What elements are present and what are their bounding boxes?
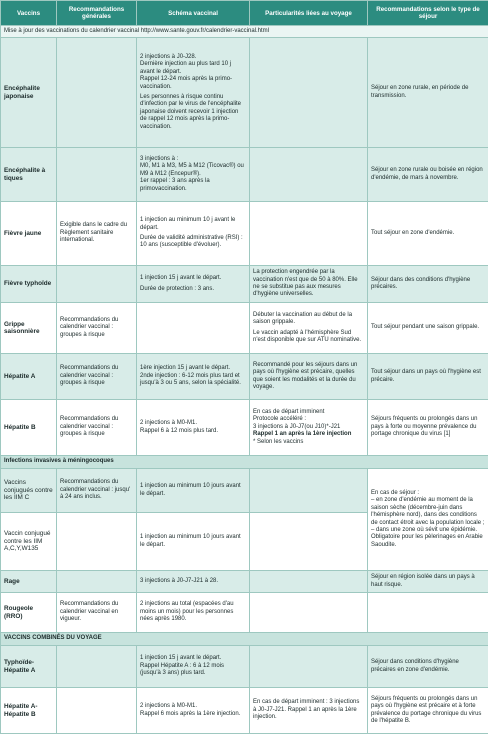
schema-cell: 3 injections à : M0, M1 à M3, M5 à M12 (Ticovac®) ou M9 à M12 (Encepur®). 1er rappel : 3 ans après la primovaccination. [137, 148, 250, 202]
table-row [1, 593, 488, 633]
section-row [1, 456, 488, 469]
table-row [1, 400, 488, 456]
reco-cell: Recommandations du calendrier vaccinal en vigueur. [57, 593, 137, 633]
reco-cell: Recommandations du calendrier vaccinal : groupes à risque [57, 400, 137, 456]
vaccine-name: Fièvre typhoïde [1, 266, 57, 303]
vaccine-name: Hépatite B [1, 400, 57, 456]
table-row [1, 646, 488, 688]
voyage-cell: Recommandé pour les séjours dans un pays où l'hygiène est précaire, quelles que soient les modalités et la durée du voyage. [250, 354, 368, 400]
voyage-cell: La protection engendrée par la vaccination n'est que de 50 à 80%. Elle ne se substitue pas aux mesures d'hygiène universelles. [250, 266, 368, 303]
header-sejour: Recommandations selon le type de séjour [368, 1, 488, 26]
vaccine-name: Encéphalite à tiques [1, 148, 57, 202]
header-vaccins: Vaccins [1, 1, 57, 26]
vaccine-name: Rage [1, 571, 57, 593]
header-recommandations: Recommandations générales [57, 1, 137, 26]
schema-cell: 1 injection 15 j avant le départ. Rappel Hépatite A : 6 à 12 mois (jusqu'à 3 ans) plus tard. [137, 646, 250, 688]
reco-cell: Recommandations du calendrier vaccinal : groupes à risque [57, 354, 137, 400]
table-row [1, 38, 488, 148]
schema-cell: 3 injections à J0-J7-J21 à 28. [137, 571, 250, 593]
schema-cell: 2 injections à J0-J28. Dernière injection au plus tard 10 j avant le départ. Rappel 12-24 mois après la primo-vaccination. Les personnes à risque continu d'infection par le virus de l'encéphalite japonaise doivent recevoir 1 injection de rappel 12 mois après la primo-vaccination. [137, 38, 250, 148]
reco-cell: Exigible dans le cadre du Règlement sanitaire international. [57, 202, 137, 266]
sejour-cell: Séjour en zone rurale, en période de transmission. [368, 38, 488, 148]
sejour-cell: Tout séjour en zone d'endémie. [368, 202, 488, 266]
voyage-cell: En cas de départ imminent Protocole accéléré : 3 injections à J0-J7(ou J10)*-J21 Rappel 1 an après la 1ère injection * Selon les vaccins [250, 400, 368, 456]
table-row [1, 148, 488, 202]
vaccine-name: Hépatite A [1, 354, 57, 400]
sejour-cell: Séjour dans conditions d'hygiène précaires en zone d'endémie. [368, 646, 488, 688]
vaccine-name: Rougeole (RRO) [1, 593, 57, 633]
update-note: Mise à jour des vaccinations du calendrier vaccinal http://www.sante.gouv.fr/calendrier-vaccinal.html [1, 26, 488, 38]
vaccine-name: Vaccin conjugué contre les IIM A,C,Y,W135 [1, 513, 57, 571]
section-title-meningocoques: Infections invasives à méningocoques [1, 456, 488, 469]
sejour-cell: Séjour en région isolée dans un pays à haut risque. [368, 571, 488, 593]
vaccine-name: Fièvre jaune [1, 202, 57, 266]
schema-cell: 2 injections à M0-M1. Rappel 6 à 12 mois plus tard. [137, 400, 250, 456]
header-schema: Schéma vaccinal [137, 1, 250, 26]
voyage-cell: En cas de départ imminent : 3 injections à J0-J7-J21. Rappel 1 an après la 1ère injection. [250, 688, 368, 734]
schema-cell: 1 injection au minimum 10 jours avant le départ. [137, 513, 250, 571]
schema-cell: 1 injection 15 j avant le départ. Durée de protection : 3 ans. [137, 266, 250, 303]
schema-cell: 1ère injection 15 j avant le départ. 2nde injection : 6-12 mois plus tard et jusqu'à 3 ou 5 ans, selon la spécialité. [137, 354, 250, 400]
table-row [1, 688, 488, 734]
voyage-cell: Débuter la vaccination au début de la saison grippale. Le vaccin adapté à l'hémisphère Sud n'est disponible que sur ATU nominative. [250, 303, 368, 354]
schema-cell: 2 injections à M0-M1. Rappel 6 mois après la 1ère injection. [137, 688, 250, 734]
vaccine-name: Vaccins conjugués contre les IIM C [1, 469, 57, 513]
schema-cell: 2 injections au total (espacées d'au moins un mois) pour les personnes nées après 1980. [137, 593, 250, 633]
section-title-combines: VACCINS COMBINÉS DU VOYAGE [1, 633, 488, 646]
header-row [1, 1, 488, 26]
table-row [1, 266, 488, 303]
sejour-cell: Séjour en zone rurale ou boisée en région d'endémie, de mars à novembre. [368, 148, 488, 202]
sejour-cell: Séjour dans des conditions d'hygiène précaires. [368, 266, 488, 303]
vaccine-name: Encéphalite japonaise [1, 38, 57, 148]
section-row [1, 633, 488, 646]
table-row [1, 303, 488, 354]
vaccine-name: Typhoïde-Hépatite A [1, 646, 57, 688]
table-row [1, 202, 488, 266]
vaccine-name: Hépatite A-Hépatite B [1, 688, 57, 734]
vaccine-name: Grippe saisonnière [1, 303, 57, 354]
table-row [1, 354, 488, 400]
schema-cell: 1 injection au minimum 10 j avant le départ. Durée de validité administrative (RSI) : 10 ans (susceptible d'évoluer). [137, 202, 250, 266]
table-row [1, 571, 488, 593]
sejour-cell: Séjours fréquents ou prolongés dans un pays où l'hygiène est précaire et à forte prévalence du portage chronique du virus de l'hépatite B. [368, 688, 488, 734]
update-row [1, 26, 488, 38]
schema-cell: 1 injection au minimum 10 jours avant le départ. [137, 469, 250, 513]
sejour-cell: Tout séjour dans un pays où l'hygiène est précaire. [368, 354, 488, 400]
sejour-cell: Tout séjour pendant une saison grippale. [368, 303, 488, 354]
sejour-cell: En cas de séjour : – en zone d'endémie au moment de la saison sèche (décembre-juin dans l'hémisphère nord), dans des conditions de contact étroit avec la population locale ; – dans une zone où sévit une épidémie. Obligatoire pour les pèlerinages en Arabie Saoudite. [368, 469, 488, 571]
reco-cell: Recommandations du calendrier vaccinal : jusqu' à 24 ans inclus. [57, 469, 137, 513]
table-row [1, 469, 488, 513]
header-particularites: Particularités liées au voyage [250, 1, 368, 26]
sejour-cell: Séjours fréquents ou prolongés dans un pays à forte ou moyenne prévalence du portage chronique du virus [1] [368, 400, 488, 456]
reco-cell: Recommandations du calendrier vaccinal : groupes à risque [57, 303, 137, 354]
